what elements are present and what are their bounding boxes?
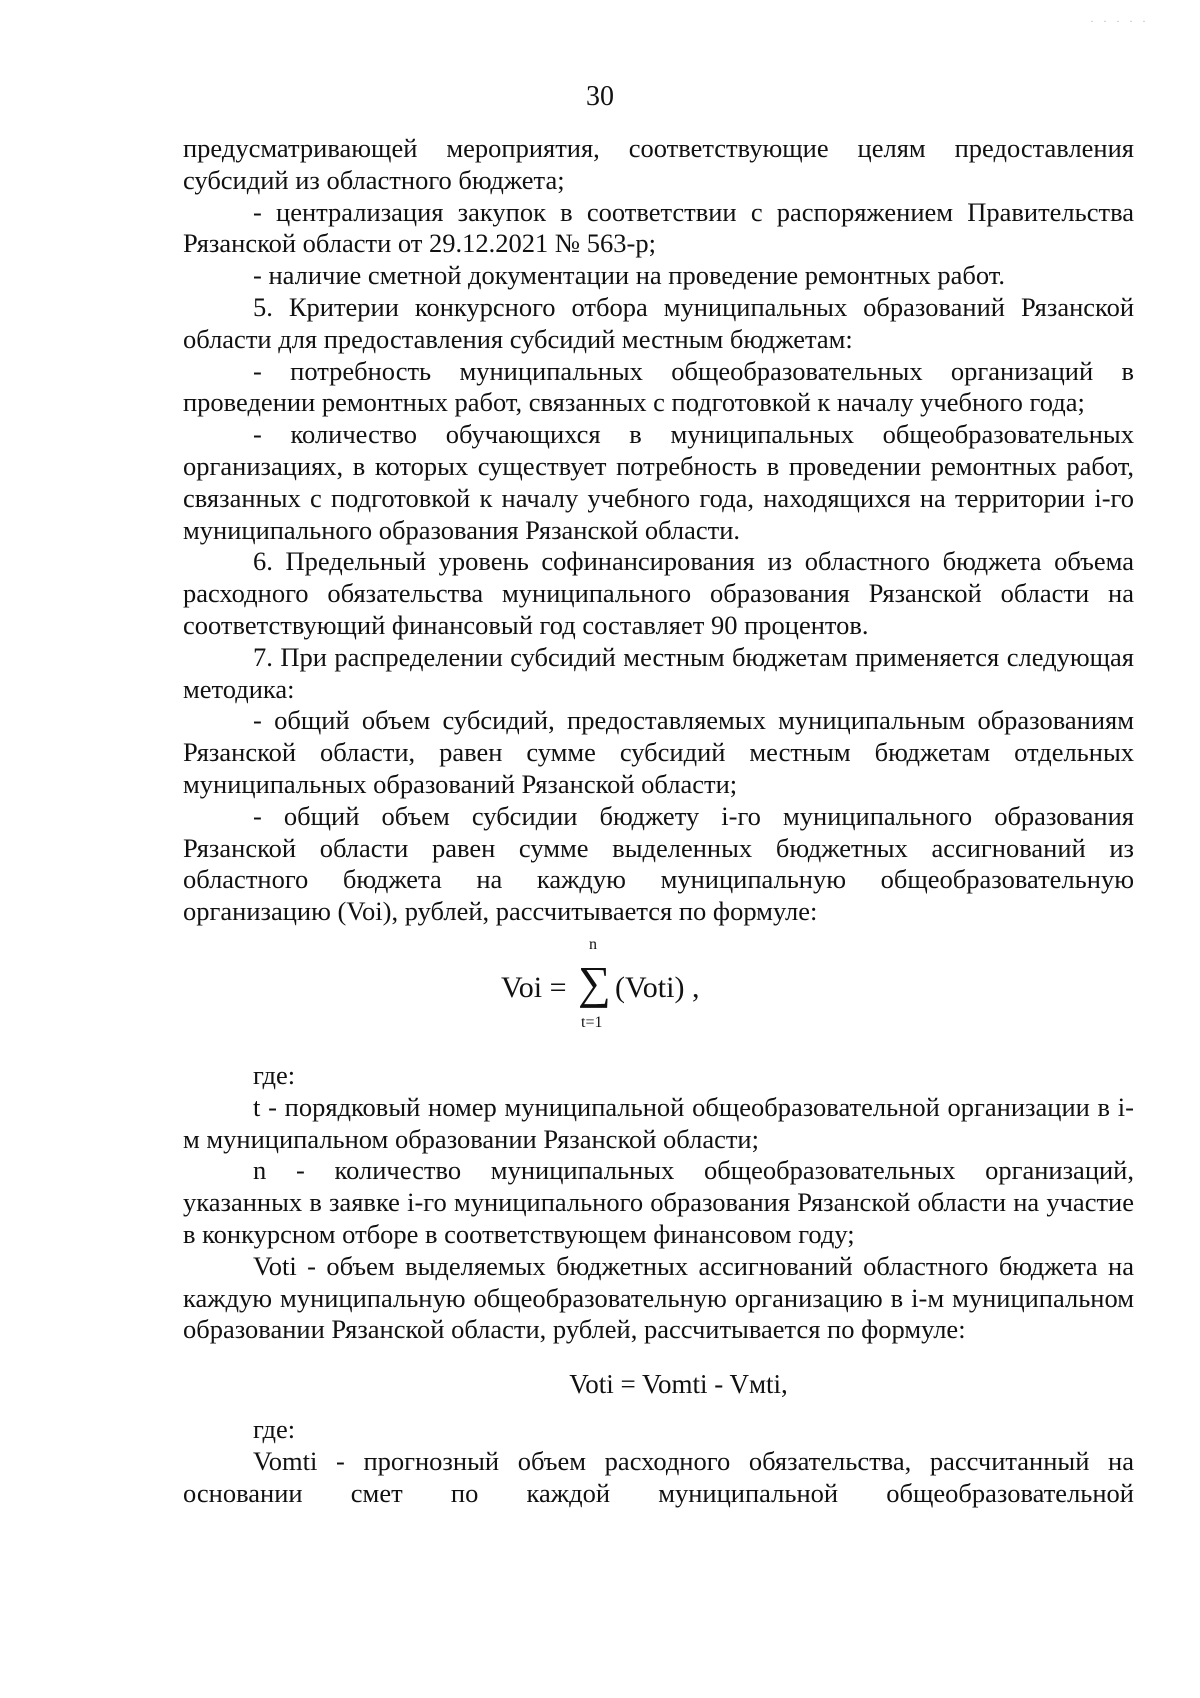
paragraph: 5. Критерии конкурсного отбора муниципальных образований Рязанской области для предоставления субсидий местным бюджетам: <box>183 291 1134 354</box>
sum-symbol: ∑ <box>578 956 611 1008</box>
formula-voi-left: Voi = <box>501 970 567 1004</box>
paragraph: Voti - объем выделяемых бюджетных ассигнований областного бюджета на каждую муниципальную общеобразовательную организацию в i-м муниципальном образовании Рязанской области, рублей, рассчитывается по формуле: <box>183 1250 1134 1345</box>
page-number: 30 <box>586 81 614 112</box>
paragraph: - наличие сметной документации на проведение ремонтных работ. <box>253 260 1006 291</box>
paragraph: t - порядковый номер муниципальной общеобразовательной организации в i-м муниципальном образовании Рязанской области; <box>183 1091 1134 1154</box>
scan-artifact: · · · · · <box>1090 14 1149 28</box>
formula-voi-lower-limit: t=1 <box>581 1013 603 1031</box>
where-label: где: <box>253 1059 296 1090</box>
paragraph: - централизация закупок в соответствии с распоряжением Правительства Рязанской области от 29.12.2021 № 563-р; <box>183 196 1134 259</box>
paragraph: 7. При распределении субсидий местным бюджетам применяется следующая методика: <box>183 641 1134 704</box>
paragraph: 6. Предельный уровень софинансирования из областного бюджета объема расходного обязательства муниципального образования Рязанской области на соответствующий финансовый год составляет 90 процентов. <box>183 546 1134 640</box>
where-label: где: <box>253 1414 296 1445</box>
page-body <box>183 133 1134 1509</box>
paragraph: n - количество муниципальных общеобразовательных организаций, указанных в заявке i-го муниципального образования Рязанской области на участие в конкурсном отборе в соответствующем финансовом году; <box>183 1155 1134 1249</box>
formula-voi-right: (Voti) , <box>615 970 700 1004</box>
paragraph: Vomti - прогнозный объем расходного обязательства, рассчитанный на основании смет по каждой муниципальной общеобразовательной <box>183 1445 1134 1508</box>
paragraph: - общий объем субсидии бюджету i-го муниципального образования Рязанской области равен сумме выделенных бюджетных ассигнований из областного бюджета на каждую муниципальную общеобразовательную организацию (Voi), рублей, рассчитывается по формуле: <box>183 800 1134 927</box>
formula-voi <box>183 936 1134 1056</box>
paragraph: - количество обучающихся в муниципальных общеобразовательных организациях, в которых существует потребность в проведении ремонтных работ, связанных с подготовкой к началу учебного года, находящихся на территории i-го муниципального образования Рязанской области. <box>183 419 1134 545</box>
formula-voi-upper-limit: n <box>589 935 597 953</box>
formula-voti: Voti = Vomti - Vмti, <box>569 1369 788 1400</box>
paragraph: - общий объем субсидий, предоставляемых муниципальным образованиям Рязанской области, равен сумме субсидий местным бюджетам отдельных муниципальных образований Рязанской области; <box>183 705 1134 799</box>
paragraph: - потребность муниципальных общеобразовательных организаций в проведении ремонтных работ, связанных с подготовкой к началу учебного года; <box>183 355 1134 418</box>
paragraph: предусматривающей мероприятия, соответствующие целям предоставления субсидий из областного бюджета; <box>183 133 1134 195</box>
